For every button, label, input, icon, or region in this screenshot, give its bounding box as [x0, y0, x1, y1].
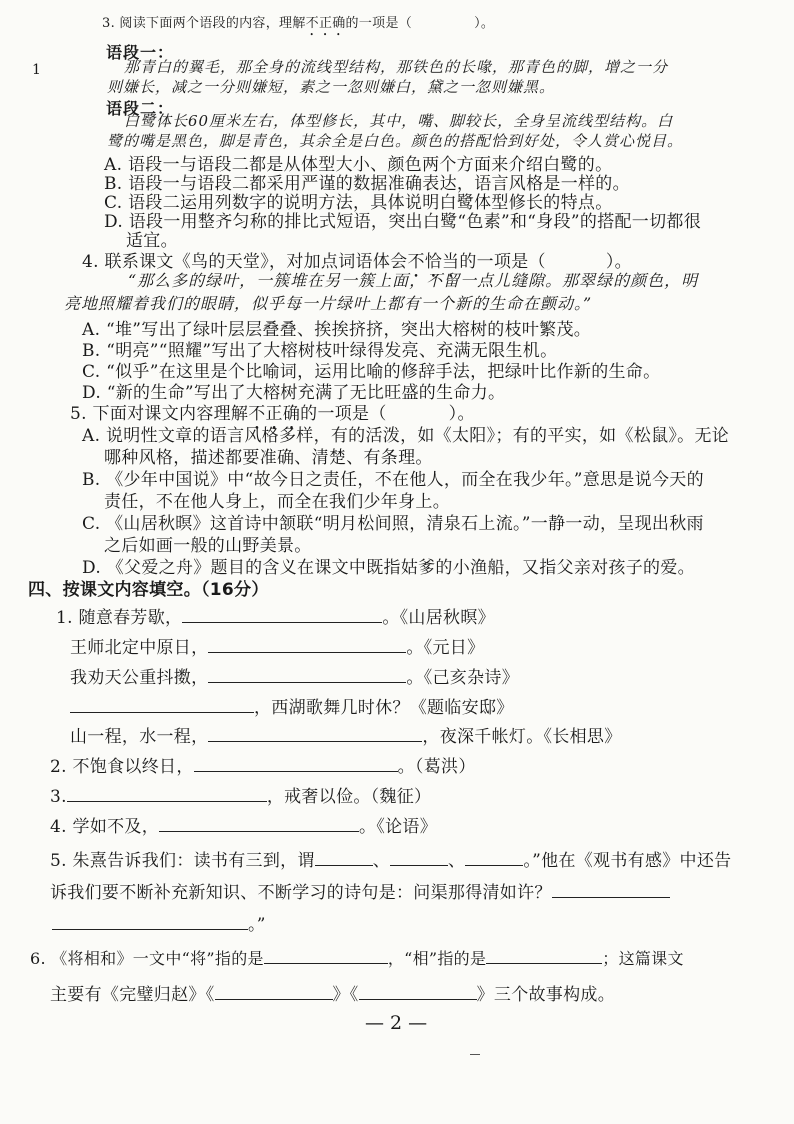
fill-11-blank[interactable]	[52, 913, 248, 930]
page-number: — 2 —	[365, 1012, 428, 1034]
fill-2-blank[interactable]	[208, 636, 406, 653]
fill-9-sep-2: 、	[448, 851, 466, 871]
q3-emphasis: 不正确	[305, 16, 346, 31]
q5-stem-text: 5. 下面对课文内容理解	[70, 404, 249, 424]
q4-stem-end: ）。	[605, 252, 632, 272]
fill-4-suffix: ，西湖歌舞几时休？《题临安邸》	[254, 698, 514, 718]
fill-8-blank[interactable]	[159, 815, 359, 832]
q4-option-a: A. “堆”写出了绿叶层层叠叠、挨挨挤挤，突出大榕树的枝叶繁茂。	[82, 320, 592, 340]
fill-12-blank-1[interactable]	[264, 947, 388, 964]
q4-emphasis: 不恰当	[407, 252, 460, 272]
fill-11	[52, 910, 266, 935]
fill-2-prefix: 王师北定中原日，	[70, 638, 209, 658]
fill-11-suffix: 。”	[248, 915, 266, 935]
q4-option-d: D. “新的生命”写出了大榕树充满了无比旺盛的生命力。	[82, 383, 506, 403]
fill-13-blank-2[interactable]	[359, 983, 477, 1000]
fill-6	[50, 752, 476, 777]
fill-12	[30, 946, 684, 969]
q5-option-b: B. 《少年中国说》中“故今日之责任，不在他人，而全在我少年。”意思是说今天的	[82, 470, 704, 490]
fill-3-prefix: 我劝天公重抖擞，	[70, 668, 209, 688]
fill-1-suffix: 。《山居秋暝》	[382, 608, 495, 628]
q5-option-a-cont: 哪种风格，描述都要准确、清楚、有条理。	[104, 448, 433, 468]
fill-13-mid: 》《	[332, 985, 359, 1005]
q5-stem-end: ）。	[448, 404, 475, 424]
q3-option-d: D. 语段一用整齐匀称的排比式短语，突出白鹭“色素”和“身段”的搭配一切都很	[104, 212, 701, 232]
q3-stem-end: ）。	[474, 16, 495, 31]
fill-9-blank-2[interactable]	[390, 849, 448, 866]
fill-10	[50, 878, 670, 903]
fill-5-suffix: ，夜深千帐灯。《长相思》	[422, 727, 622, 747]
fill-1-blank[interactable]	[182, 606, 382, 623]
q5-option-c-cont: 之后如画一般的山野美景。	[104, 536, 312, 556]
fill-8	[50, 812, 437, 837]
fill-13-blank-1[interactable]	[215, 983, 333, 1000]
fill-13-prefix: 主要有《完璧归赵》《	[50, 985, 215, 1005]
fill-1-prefix: 1. 随意春芳歇，	[56, 608, 183, 628]
fill-5	[70, 722, 622, 747]
q3-stem-text2: 的一项是（	[345, 16, 413, 31]
fill-9-prefix: 5. 朱熹告诉我们：读书有三到，谓	[50, 851, 315, 871]
fill-7-blank[interactable]	[67, 785, 267, 802]
fill-2-suffix: 。《元日》	[406, 638, 485, 658]
q3-seg2-label: 语段二：	[106, 99, 175, 118]
q3-option-d-cont: 适宜。	[126, 231, 178, 251]
q4-quote-line2: 亮地照耀着我们的眼睛，似乎每一片绿叶上都有一个新的生命在颤动。”	[64, 294, 593, 313]
q5-emphasis: 不正确	[248, 404, 301, 424]
fill-2	[70, 633, 484, 658]
fill-8-prefix: 4. 学如不及，	[50, 817, 160, 837]
section4-title: 四、按课文内容填空。（16分）	[28, 580, 269, 600]
q4-option-b: B. “明亮”“照耀”写出了大榕树枝叶绿得发亮、充满无限生机。	[82, 341, 558, 361]
q5-option-b-cont: 责任，不在他人身上，而全在我们少年身上。	[104, 492, 450, 512]
q3-option-c: C. 语段二运用列数字的说明方法，具体说明白鹭体型修长的特点。	[104, 193, 613, 213]
fill-9-suffix: 。”他在《观书有感》中还告	[523, 851, 732, 871]
fill-4-blank[interactable]	[70, 696, 254, 713]
fill-7-suffix: ，戒奢以俭。（魏征）	[266, 787, 432, 807]
fill-4	[70, 693, 514, 718]
q5-option-a: A. 说明性文章的语言风格多样，有的活泼，如《太阳》；有的平实，如《松鼠》。无论	[82, 426, 730, 446]
fill-9	[50, 846, 731, 871]
fill-8-suffix: 。《论语》	[359, 817, 438, 837]
fill-10-prefix: 诉我们要不断补充新知识、不断学习的诗句是：问渠那得清如许？	[50, 883, 552, 903]
fill-5-blank[interactable]	[208, 725, 422, 742]
q3-seg1-line1: 那青白的翼毛，那全身的流线型结构，那铁色的长喙，那青色的脚，增之一分	[124, 58, 669, 76]
fill-13	[50, 980, 615, 1005]
q4-stem-text: 4. 联系课文《鸟的天堂》，对加点词语体会	[82, 252, 408, 272]
q5-stem-text2: 的一项是（	[300, 404, 387, 424]
fill-12-prefix: 6. 《将相和》一文中“将”指的是	[30, 949, 264, 968]
fill-12-mid: ，“相”指的是	[387, 949, 487, 968]
q3-seg2-line2: 鹭的嘴是黑色，脚是青色，其余全是白色。颜色的搭配恰到好处，令人赏心悦目。	[107, 132, 684, 150]
q4-option-c: C. “似乎”在这里是个比喻词，运用比喻的修辞手法，把绿叶比作新的生命。	[82, 362, 661, 382]
q5-option-c: C. 《山居秋暝》这首诗中颔联“明月松间照，清泉石上流。”一静一动，呈现出秋雨	[82, 514, 704, 534]
fill-9-blank-3[interactable]	[465, 849, 523, 866]
fill-3	[70, 663, 519, 688]
fill-10-blank[interactable]	[552, 881, 670, 898]
fill-3-blank[interactable]	[208, 666, 406, 683]
fill-1	[56, 603, 495, 628]
fill-7	[50, 782, 431, 807]
margin-mark: 1	[32, 62, 41, 78]
q3-seg2-line1: 白鹭体长60厘米左右，体型修长，其中，嘴、脚较长，全身呈流线型结构。白	[124, 112, 674, 130]
q3-option-a: A. 语段一与语段二都是从体型大小、颜色两个方面来介绍白鹭的。	[104, 155, 613, 175]
q4-stem-text2: 的一项是（	[459, 252, 546, 272]
fill-13-suffix: 》三个故事构成。	[476, 985, 616, 1005]
fill-7-prefix: 3.	[50, 787, 67, 807]
fill-9-sep-1: 、	[372, 851, 391, 871]
q3-seg1-label: 语段一：	[106, 43, 175, 62]
fill-12-blank-2[interactable]	[486, 947, 602, 964]
q5-option-d: D. 《父爱之舟》题目的含义在课文中既指姑爹的小渔船，又指父亲对孩子的爱。	[82, 558, 695, 578]
fill-6-suffix: 。（葛洪）	[397, 757, 476, 777]
q3-stem	[102, 12, 494, 39]
fill-3-suffix: 。《己亥杂诗》	[406, 668, 520, 688]
footer-dash	[470, 1054, 480, 1055]
fill-6-prefix: 2. 不饱食以终日，	[50, 757, 194, 777]
fill-5-prefix: 山一程，水一程，	[70, 727, 209, 747]
q4-quote-line1: “那么多的绿叶，一簇堆在另一簇上面，不留一点儿缝隙。那翠绿的颜色，明	[128, 271, 699, 290]
fill-9-blank-1[interactable]	[315, 849, 373, 866]
q3-seg1-line2: 则嫌长，减之一分则嫌短，素之一忽则嫌白，黛之一忽则嫌黑。	[107, 78, 556, 96]
q3-stem-text: 3. 阅读下面两个语段的内容，理解	[102, 16, 306, 31]
fill-12-suffix: ；这篇课文	[602, 949, 684, 968]
q3-option-b: B. 语段一与语段二都采用严谨的数据准确表达，语言风格是一样的。	[104, 174, 630, 194]
fill-6-blank[interactable]	[194, 755, 398, 772]
